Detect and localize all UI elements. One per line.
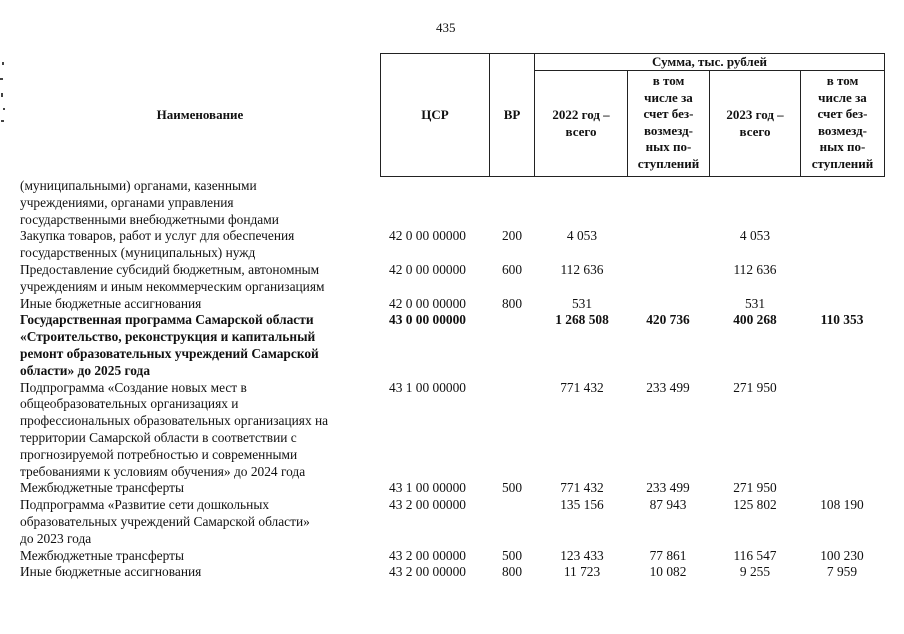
header-line: числе за [818, 89, 867, 105]
row-csr: 42 0 00 00000 [389, 262, 466, 277]
row-s2023: 112 636 [733, 262, 777, 277]
row-name: учреждениями, органами управления [20, 194, 234, 210]
header-vr: ВР [503, 107, 521, 122]
row-s2023: 531 [744, 295, 766, 311]
scan-speck [2, 62, 4, 65]
row-s2022: 135 156 [560, 497, 604, 513]
row-s2023: 271 950 [733, 379, 777, 395]
row-g2022: 233 499 [646, 379, 690, 395]
row-s2023: 125 802 [733, 497, 777, 513]
row-name: «Строительство, реконструкция и капитальный [20, 329, 316, 345]
row-csr: 43 1 00 00000 [389, 480, 466, 496]
header-line: всего [565, 123, 597, 139]
header-2023-gratuitous [801, 73, 884, 172]
header-sum: Сумма, тыс. рублей [652, 54, 767, 69]
row-vr: 800 [501, 295, 523, 311]
header-line: ступлений [637, 155, 700, 171]
scan-speck [0, 78, 3, 80]
header-line: в том [652, 73, 685, 88]
header-line: возмезд- [644, 122, 693, 138]
header-line: ных по- [645, 139, 692, 154]
row-name: Межбюджетные трансферты [20, 547, 184, 563]
row-vr: 200 [501, 228, 523, 244]
row-s2023: 400 268 [733, 312, 777, 328]
row-csr: 42 0 00 00000 [389, 228, 466, 244]
row-csr: 42 0 00 00000 [389, 295, 466, 311]
row-s2022: 771 432 [560, 379, 604, 395]
row-g2023: 110 353 [820, 312, 864, 328]
row-name: Иные бюджетные ассигнования [20, 295, 202, 311]
header-line: возмезд- [818, 122, 867, 138]
row-name: (муниципальными) органами, казенными [20, 178, 257, 193]
row-vr: 500 [501, 547, 523, 563]
header-name: Наименование [156, 107, 244, 122]
row-name: Подпрограмма «Развитие сети дошкольных [20, 497, 270, 513]
row-s2022: 11 723 [563, 564, 601, 580]
row-s2022: 112 636 [560, 262, 604, 277]
row-s2022: 4 053 [566, 228, 598, 244]
header-line: 2022 год – [552, 107, 610, 122]
row-s2023: 116 547 [733, 547, 777, 563]
row-s2023: 4 053 [739, 228, 771, 244]
row-s2023: 9 255 [739, 564, 771, 580]
row-s2023: 271 950 [733, 480, 777, 496]
row-name: территории Самарской области в соответствии с [20, 430, 297, 445]
header-line: в том [826, 73, 859, 88]
row-csr: 43 0 00 00000 [389, 312, 466, 328]
row-csr: 43 1 00 00000 [389, 379, 466, 395]
header-line: ступлений [811, 155, 874, 171]
row-name: области» до 2025 года [20, 362, 151, 378]
row-name: государственными внебюджетными фондами [20, 211, 279, 227]
header-line: 2023 год – [726, 107, 784, 122]
row-name: ремонт образовательных учреждений Самарской [20, 346, 319, 361]
row-name: до 2023 года [20, 530, 92, 546]
row-s2022: 531 [571, 295, 593, 311]
scan-speck [3, 108, 5, 110]
row-csr: 43 2 00 00000 [389, 497, 466, 513]
row-name: учреждениям и иным некоммерческим организациям [20, 278, 325, 294]
row-name: общеобразовательных организациях и [20, 396, 239, 412]
row-name: требованиями к условиям обучения» до 2024 года [20, 463, 306, 479]
row-g2022: 87 943 [649, 497, 687, 513]
header-2022-total [535, 107, 627, 140]
row-name: образовательных учреждений Самарской области» [20, 514, 310, 529]
row-g2022: 420 736 [646, 312, 690, 328]
header-line: счет без- [643, 106, 694, 121]
row-s2022: 771 432 [560, 480, 604, 496]
row-s2022: 1 268 508 [555, 312, 609, 328]
scan-speck [1, 120, 4, 122]
row-vr: 800 [501, 564, 523, 580]
page-number: 435 [436, 20, 456, 35]
row-g2022: 233 499 [646, 480, 690, 496]
row-name: государственных (муниципальных) нужд [20, 245, 256, 261]
header-csr: ЦСР [421, 107, 449, 122]
row-name: Государственная программа Самарской области [20, 312, 314, 328]
header-line: ных по- [819, 139, 866, 154]
row-name: Иные бюджетные ассигнования [20, 564, 202, 580]
row-name: прогнозируемой потребностью и современными [20, 446, 298, 462]
header-2023-total [710, 107, 800, 140]
row-vr: 600 [501, 262, 523, 277]
row-name: Предоставление субсидий бюджетным, автономным [20, 262, 320, 277]
row-s2022: 123 433 [560, 547, 604, 563]
header-2022-gratuitous [628, 73, 709, 172]
header-line: всего [739, 123, 771, 139]
scan-speck [1, 93, 3, 97]
row-csr: 43 2 00 00000 [389, 547, 466, 563]
row-name: Закупка товаров, работ и услуг для обеспечения [20, 228, 295, 244]
row-name: профессиональных образовательных организациях на [20, 413, 329, 429]
row-csr: 43 2 00 00000 [389, 564, 466, 580]
row-g2023: 7 959 [826, 564, 858, 580]
row-g2022: 77 861 [649, 547, 687, 563]
row-g2023: 100 230 [820, 547, 864, 563]
row-g2022: 10 082 [649, 564, 687, 580]
row-name: Межбюджетные трансферты [20, 480, 184, 496]
header-line: счет без- [817, 106, 868, 121]
row-name: Подпрограмма «Создание новых мест в [20, 379, 247, 395]
header-line: числе за [644, 89, 693, 105]
row-vr: 500 [501, 480, 523, 496]
row-g2023: 108 190 [820, 497, 864, 513]
